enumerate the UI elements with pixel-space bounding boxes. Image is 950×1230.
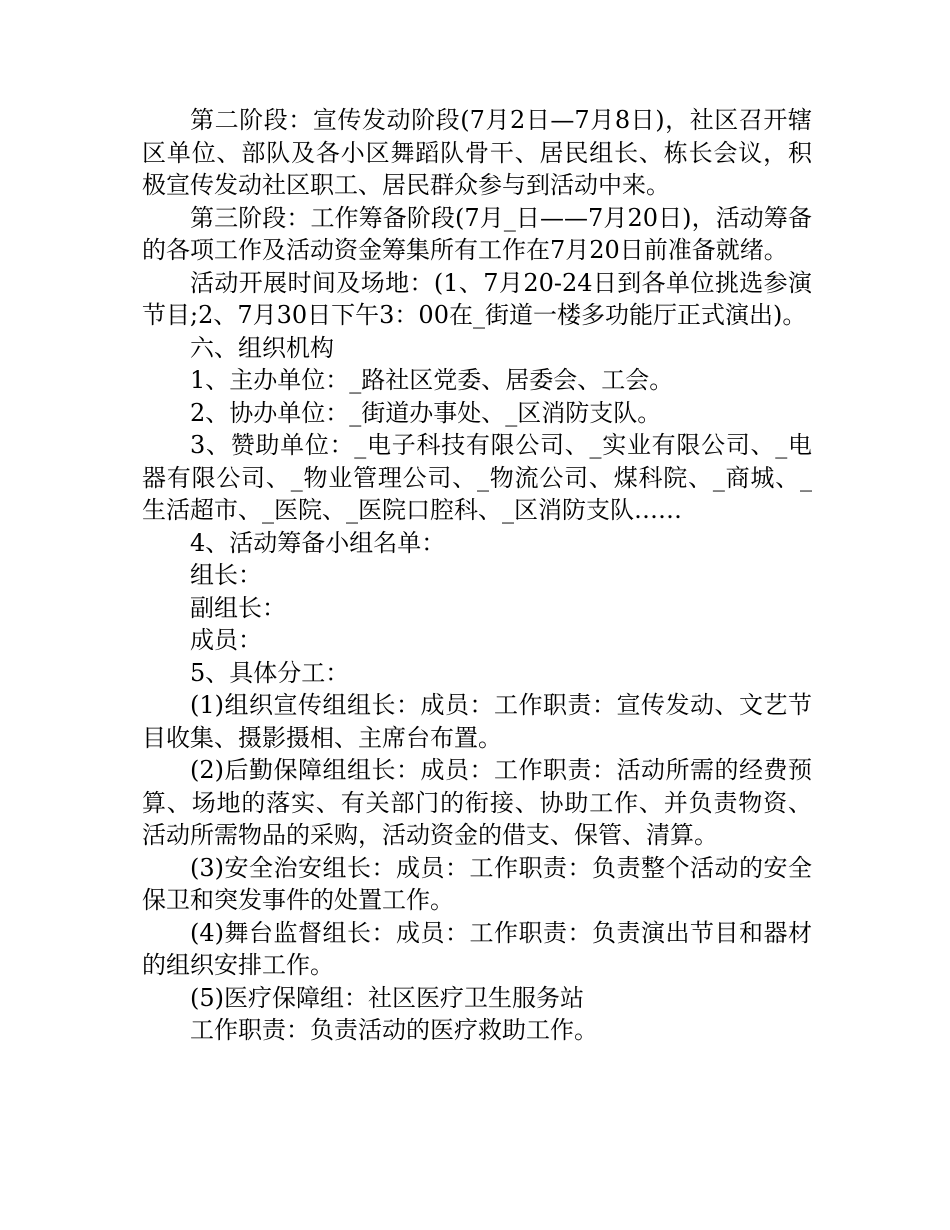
- paragraph-sponsors: 3、赞助单位：_电子科技有限公司、_实业有限公司、_电器有限公司、_物业管理公司、_物流公司、煤科院、_商城、_生活超市、_医院、_医院口腔科、_区消防支队……: [142, 431, 812, 524]
- paragraph-medical-group: (5)医疗保障组：社区医疗卫生服务站: [190, 983, 584, 1012]
- section-heading-organization: 六、组织机构: [190, 333, 334, 362]
- paragraph-host-unit: 1、主办单位：_路社区党委、居委会、工会。: [190, 366, 674, 394]
- paragraph-logistics-group: (2)后勤保障组组长：成员：工作职责：活动所需的经费预算、场地的落实、有关部门的衔接、协助工作、并负责物资、活动所需物品的采购，活动资金的借支、保管、清算。: [142, 756, 812, 849]
- paragraph-committee-list: 4、活动筹备小组名单：: [190, 528, 446, 557]
- paragraph-co-host-unit: 2、协办单位：_街道办事处、_区消防支队。: [190, 398, 662, 427]
- paragraph-leader: 组长：: [190, 561, 262, 589]
- paragraph-deputy-leader: 副组长：: [190, 593, 286, 622]
- paragraph-schedule-venue: 活动开展时间及场地：(1、7月20-24日到各单位挑选参演节目;2、7月30日下午3：00在_街道一楼多功能厅正式演出)。: [142, 268, 812, 329]
- paragraph-security-group: (3)安全治安组长：成员：工作职责：负责整个活动的安全保卫和突发事件的处置工作。: [142, 853, 812, 914]
- paragraph-publicity-group: (1)组织宣传组组长：成员：工作职责：宣传发动、文艺节目收集、摄影摄相、主席台布置。: [142, 691, 812, 752]
- paragraph-division-of-labor: 5、具体分工：: [190, 658, 350, 687]
- document-body: [142, 104, 812, 1047]
- paragraph-stage-group: (4)舞台监督组长：成员：工作职责：负责演出节目和器材的组织安排工作。: [142, 918, 812, 979]
- paragraph-members: 成员：: [190, 626, 262, 654]
- paragraph-medical-duty: 工作职责：负责活动的医疗救助工作。: [190, 1016, 598, 1044]
- paragraph-phase-three: 第三阶段：工作筹备阶段(7月_日——7月20日)，活动筹备的各项工作及活动资金筹集所有工作在7月20日前准备就绪。: [142, 203, 812, 264]
- paragraph-phase-two: 第二阶段：宣传发动阶段(7月2日—7月8日)，社区召开辖区单位、部队及各小区舞蹈队骨干、居民组长、栋长会议，积极宣传发动社区职工、居民群众参与到活动中来。: [142, 106, 812, 199]
